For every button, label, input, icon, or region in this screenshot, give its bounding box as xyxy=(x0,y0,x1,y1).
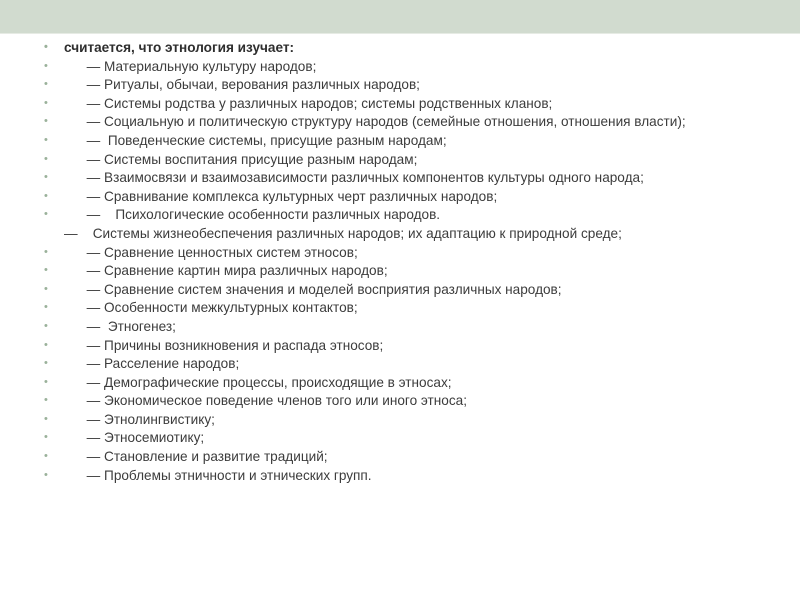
slide-header-band xyxy=(0,0,800,33)
list-item-text: — Становление и развитие традиций; xyxy=(64,449,328,465)
bullet-dot-icon: • xyxy=(44,152,48,165)
bullet-dot-icon: • xyxy=(44,264,48,277)
list-item xyxy=(44,429,744,447)
list-item-text: — Взаимосвязи и взаимозависимости различных компонентов культуры одного народа; xyxy=(64,170,644,186)
bullet-dot-icon: • xyxy=(44,78,48,91)
list-item xyxy=(44,299,744,317)
bullet-dot-icon: • xyxy=(44,412,48,425)
list-item-text: — Расселение народов; xyxy=(64,356,240,372)
list-item-text: — Материальную культуру народов; xyxy=(64,58,317,74)
bullet-list xyxy=(44,39,744,484)
list-item xyxy=(44,188,744,206)
bullet-dot-icon: • xyxy=(44,450,48,463)
bullet-dot-icon: • xyxy=(44,394,48,407)
bullet-dot-icon: • xyxy=(44,133,48,146)
list-item xyxy=(44,132,744,150)
list-item xyxy=(44,244,744,262)
list-item-text: — Сравнение картин мира различных народов; xyxy=(64,263,388,279)
list-item xyxy=(44,281,744,299)
list-item-text: — Этногенез; xyxy=(64,318,176,334)
list-item xyxy=(44,58,744,76)
bullet-dot-icon: • xyxy=(44,282,48,295)
bullet-dot-icon: • xyxy=(44,338,48,351)
bullet-dot-icon: • xyxy=(44,59,48,72)
list-item-text: — Экономическое поведение членов того или иного этноса; xyxy=(64,393,467,409)
bullet-dot-icon: • xyxy=(44,375,48,388)
list-item-text: — Социальную и политическую структуру народов (семейные отношения, отношения власти); xyxy=(64,114,686,130)
list-item xyxy=(44,318,744,336)
list-item xyxy=(44,355,744,373)
list-item xyxy=(44,225,744,243)
list-item-text: — Проблемы этничности и этнических групп. xyxy=(64,467,372,483)
list-item-text: — Сравнивание комплекса культурных черт различных народов; xyxy=(64,188,498,204)
list-heading xyxy=(44,39,744,57)
bullet-dot-icon: • xyxy=(44,189,48,202)
list-item-text: — Особенности межкультурных контактов; xyxy=(64,300,358,316)
list-item-text: — Системы родства у различных народов; системы родственных кланов; xyxy=(64,95,553,111)
list-item-text: — Поведенческие системы, присущие разным народам; xyxy=(64,132,447,148)
bullet-dot-icon: • xyxy=(44,245,48,258)
bullet-dot-icon: • xyxy=(44,96,48,109)
list-item xyxy=(44,169,744,187)
list-item-text: — Причины возникновения и распада этносов; xyxy=(64,337,384,353)
list-item xyxy=(44,374,744,392)
bullet-dot-icon: • xyxy=(44,468,48,481)
bullet-dot-icon: • xyxy=(44,431,48,444)
list-item xyxy=(44,392,744,410)
list-item xyxy=(44,95,744,113)
slide-header-divider xyxy=(0,33,800,34)
list-item xyxy=(44,151,744,169)
bullet-dot-icon: • xyxy=(44,115,48,128)
list-item-text: считается, что этнология изучает: xyxy=(64,40,295,55)
list-item-text: — Системы жизнеобеспечения различных народов; их адаптацию к природной среде; xyxy=(64,225,622,241)
bullet-dot-icon: • xyxy=(44,319,48,332)
list-item-text: — Сравнение систем значения и моделей восприятия различных народов; xyxy=(64,281,562,297)
bullet-dot-icon: • xyxy=(44,357,48,370)
list-item-text: — Этнолингвистику; xyxy=(64,411,215,427)
bullet-dot-icon: • xyxy=(44,171,48,184)
list-item xyxy=(44,262,744,280)
list-item xyxy=(44,411,744,429)
bullet-dot-icon: • xyxy=(44,208,48,221)
list-item xyxy=(44,448,744,466)
list-item xyxy=(44,337,744,355)
list-item xyxy=(44,113,744,131)
bullet-dot-icon: • xyxy=(44,41,48,53)
list-item-text: — Сравнение ценностных систем этносов; xyxy=(64,244,358,260)
slide-body xyxy=(44,39,744,485)
list-item-text: — Этносемиотику; xyxy=(64,430,205,446)
list-item xyxy=(44,76,744,94)
bullet-dot-icon: • xyxy=(44,301,48,314)
list-item xyxy=(44,206,744,224)
list-item-text: — Психологические особенности различных народов. xyxy=(64,207,441,223)
list-item xyxy=(44,467,744,485)
list-item-text: — Демографические процессы, происходящие в этносах; xyxy=(64,374,452,390)
list-item-text: — Ритуалы, обычаи, верования различных народов; xyxy=(64,77,420,93)
list-item-text: — Системы воспитания присущие разным народам; xyxy=(64,151,418,167)
